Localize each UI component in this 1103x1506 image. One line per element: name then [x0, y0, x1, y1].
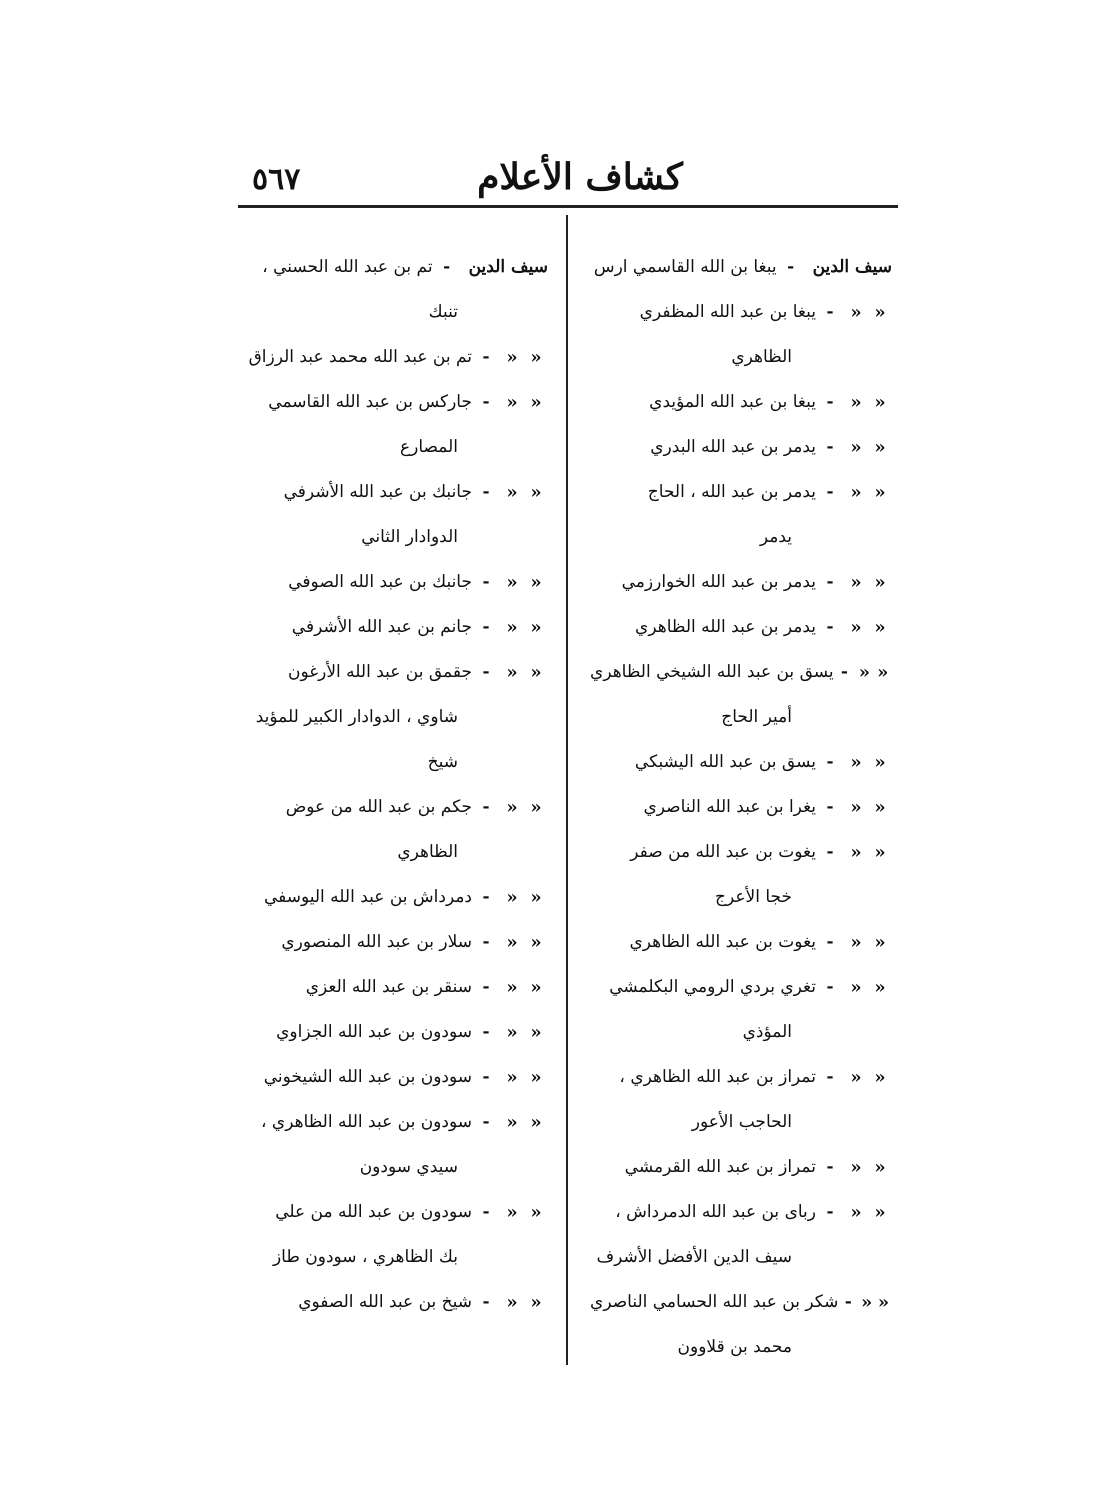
entry-dash: -	[482, 1112, 490, 1132]
index-entry	[240, 335, 548, 380]
index-entry	[590, 605, 892, 650]
entry-line	[590, 1280, 892, 1325]
entry-dash: -	[826, 1202, 834, 1222]
ditto-mark: «	[850, 932, 862, 953]
entry-line	[590, 965, 892, 1010]
index-entry	[590, 920, 892, 965]
ditto-mark: «	[874, 572, 886, 593]
ditto-mark: «	[850, 617, 862, 638]
ditto-mark: «	[860, 1292, 873, 1313]
ditto-mark: «	[530, 1022, 542, 1043]
entry-name: تم بن عبد الله محمد عبد الرزاق	[248, 347, 472, 367]
ditto-mark: «	[874, 797, 886, 818]
entry-continuation	[240, 695, 548, 740]
ditto-mark: «	[850, 482, 862, 503]
entry-line	[240, 1280, 548, 1325]
entry-name: دمرداش بن عبد الله اليوسفي	[263, 887, 472, 907]
entry-name: يدمر بن عبد الله ، الحاج	[647, 482, 816, 502]
ditto-mark: «	[530, 617, 542, 638]
ditto-mark: «	[874, 302, 886, 323]
index-entry	[240, 1280, 548, 1325]
page-title: كشاف الأعلام	[477, 156, 683, 198]
ditto-mark: «	[506, 932, 518, 953]
entry-dash: -	[482, 392, 490, 412]
ditto-mark: «	[506, 887, 518, 908]
index-entry	[590, 965, 892, 1055]
ditto-mark: «	[530, 1202, 542, 1223]
index-entry	[590, 1280, 892, 1370]
ditto-mark: «	[850, 572, 862, 593]
entry-line	[240, 920, 548, 965]
entry-name: سيف الدين الأفضل الأشرف	[596, 1247, 792, 1267]
entry-continuation	[590, 335, 892, 380]
ditto-mark: «	[530, 887, 542, 908]
index-entry	[590, 290, 892, 380]
entry-dash: -	[482, 617, 490, 637]
entry-name: سودون بن عبد الله الجزاوي	[276, 1022, 472, 1042]
entry-name: يدمر بن عبد الله الخوارزمي	[621, 572, 816, 592]
index-entry	[590, 650, 892, 740]
entry-name: يغوت بن عبد الله الظاهري	[629, 932, 816, 952]
ditto-mark: «	[850, 437, 862, 458]
ditto-mark: «	[850, 797, 862, 818]
entry-continuation	[240, 515, 548, 560]
ditto-mark: «	[850, 392, 862, 413]
ditto-mark: «	[877, 1292, 890, 1313]
entry-line	[590, 1145, 892, 1190]
entry-dash: -	[826, 482, 834, 502]
entry-dash: -	[482, 482, 490, 502]
ditto-mark: «	[530, 932, 542, 953]
index-entry	[590, 1190, 892, 1280]
entry-line	[590, 290, 892, 335]
entry-name: يغوت بن عبد الله من صفر	[630, 842, 816, 862]
ditto-mark: «	[874, 617, 886, 638]
entry-continuation	[590, 1100, 892, 1145]
entry-name: يغرا بن عبد الله الناصري	[643, 797, 816, 817]
entry-continuation	[240, 1235, 548, 1280]
entry-dash: -	[840, 662, 848, 682]
index-entry	[590, 425, 892, 470]
entry-name: شاوي ، الدوادار الكبير للمؤيد	[255, 707, 458, 727]
index-entry	[240, 560, 548, 605]
entry-name: جكم بن عبد الله من عوض	[285, 797, 472, 817]
entry-name: الحاجب الأعور	[691, 1112, 792, 1132]
entry-dash: -	[482, 797, 490, 817]
entry-dash: -	[826, 797, 834, 817]
ditto-mark: «	[874, 977, 886, 998]
entry-name: بك الظاهري ، سودون طاز	[272, 1247, 458, 1267]
entry-line	[590, 425, 892, 470]
entry-dash: -	[482, 572, 490, 592]
entry-dash: -	[826, 617, 834, 637]
entry-line	[590, 560, 892, 605]
entry-name: شيخ بن عبد الله الصفوي	[298, 1292, 472, 1312]
index-entry	[240, 1100, 548, 1190]
ditto-mark: «	[850, 1067, 862, 1088]
entry-name: سودون بن عبد الله الشيخوني	[263, 1067, 472, 1087]
entry-line	[240, 875, 548, 920]
header-rule	[238, 205, 898, 208]
entry-name: خجا الأعرج	[715, 887, 792, 907]
entry-line	[240, 380, 548, 425]
ditto-mark: «	[506, 1292, 518, 1313]
entry-name: يبغا بن الله القاسمي ارس	[593, 257, 777, 277]
ditto-mark: «	[874, 1067, 886, 1088]
entry-name: يدمر بن عبد الله الظاهري	[635, 617, 816, 637]
index-entry	[240, 650, 548, 785]
ditto-mark: «	[506, 617, 518, 638]
column-divider	[566, 215, 568, 1365]
entry-dash: -	[826, 1157, 834, 1177]
entry-dash: -	[482, 1067, 490, 1087]
entry-dash: -	[482, 977, 490, 997]
index-entry	[590, 245, 892, 290]
index-entry	[240, 1010, 548, 1055]
page-number: ٥٦٧	[252, 162, 301, 197]
entry-continuation	[240, 425, 548, 470]
ditto-mark: «	[506, 662, 518, 683]
ditto-mark: «	[874, 1157, 886, 1178]
entry-name: يسق بن عبد الله الشيخي الظاهري	[590, 662, 834, 682]
ditto-mark: «	[506, 1022, 518, 1043]
ditto-mark: «	[506, 482, 518, 503]
ditto-mark: «	[858, 662, 870, 683]
entry-dash: -	[826, 752, 834, 772]
entry-line	[590, 740, 892, 785]
entry-name: سنقر بن عبد الله العزي	[305, 977, 472, 997]
entry-dash: -	[482, 1202, 490, 1222]
entry-line	[590, 245, 892, 290]
entry-name: جقمق بن عبد الله الأرغون	[287, 662, 472, 682]
ditto-mark: «	[506, 347, 518, 368]
entry-name: أمير الحاج	[721, 707, 792, 727]
ditto-mark: «	[506, 392, 518, 413]
ditto-mark: «	[850, 302, 862, 323]
index-entry	[240, 920, 548, 965]
entry-dash: -	[844, 1292, 852, 1312]
ditto-mark: «	[530, 347, 542, 368]
entry-dash: -	[482, 662, 490, 682]
entry-line	[240, 605, 548, 650]
index-entry	[240, 605, 548, 650]
entry-name: سيدي سودون	[359, 1157, 458, 1177]
index-column-left	[240, 245, 548, 1325]
entry-line	[240, 1055, 548, 1100]
entry-dash: -	[482, 1292, 490, 1312]
entry-line	[590, 380, 892, 425]
entry-line	[590, 1055, 892, 1100]
index-entry	[590, 470, 892, 560]
entry-name: الظاهري	[397, 842, 458, 862]
entry-dash: -	[826, 977, 834, 997]
index-entry	[240, 1190, 548, 1280]
ditto-mark: «	[877, 662, 889, 683]
index-entry	[240, 875, 548, 920]
entry-continuation	[240, 1145, 548, 1190]
entry-dash: -	[482, 932, 490, 952]
ditto-mark: «	[850, 842, 862, 863]
entry-name: يبغا بن عبد الله المؤيدي	[649, 392, 816, 412]
entry-name: الظاهري	[731, 347, 792, 367]
entry-name: يسق بن عبد الله اليشبكي	[634, 752, 816, 772]
entry-name: ربای بن عبد الله الدمرداش ،	[615, 1202, 816, 1222]
index-column-right	[590, 245, 892, 1370]
entry-line	[240, 245, 548, 290]
entry-dash: -	[826, 392, 834, 412]
entry-name: المصارع	[399, 437, 458, 457]
entry-line	[240, 650, 548, 695]
ditto-mark: «	[530, 1067, 542, 1088]
index-entry	[240, 785, 548, 875]
entry-name: المؤذي	[742, 1022, 792, 1042]
entry-dash: -	[826, 572, 834, 592]
entry-dash: -	[482, 1022, 490, 1042]
entry-name: محمد بن قلاوون	[677, 1337, 792, 1357]
entry-name: يدمر بن عبد الله البدري	[650, 437, 816, 457]
ditto-mark: «	[530, 977, 542, 998]
entry-line	[590, 785, 892, 830]
ditto-mark: «	[506, 1202, 518, 1223]
entry-line	[240, 1100, 548, 1145]
index-entry	[590, 560, 892, 605]
index-entry	[240, 245, 548, 335]
entry-name: سودون بن عبد الله الظاهري ،	[261, 1112, 472, 1132]
entry-dash: -	[826, 842, 834, 862]
ditto-mark: «	[850, 1157, 862, 1178]
entry-line	[590, 650, 892, 695]
entry-continuation	[590, 1010, 892, 1055]
entry-line	[240, 965, 548, 1010]
ditto-mark: «	[530, 572, 542, 593]
index-entry	[590, 830, 892, 920]
ditto-mark: «	[874, 752, 886, 773]
entry-name: سودون بن عبد الله من علي	[275, 1202, 472, 1222]
ditto-mark: «	[506, 1067, 518, 1088]
entry-dash: -	[826, 932, 834, 952]
entry-line	[240, 470, 548, 515]
entry-line	[240, 335, 548, 380]
entry-dash: -	[826, 1067, 834, 1087]
entry-name: تم بن عبد الله الحسني ،	[262, 257, 433, 277]
index-entry	[240, 1055, 548, 1100]
entry-continuation	[590, 515, 892, 560]
entry-line	[590, 920, 892, 965]
entry-continuation	[240, 830, 548, 875]
entry-line	[240, 560, 548, 605]
ditto-mark: «	[874, 842, 886, 863]
entry-line	[590, 1190, 892, 1235]
entry-name: يبغا بن عبد الله المظفري	[639, 302, 816, 322]
entry-name: يدمر	[759, 527, 792, 547]
entry-name: شكر بن عبد الله الحسامي الناصري	[590, 1292, 839, 1312]
entry-dash: -	[482, 887, 490, 907]
ditto-mark: «	[850, 752, 862, 773]
entry-name: جانبك بن عبد الله الصوفي	[288, 572, 472, 592]
entry-name: جانبك بن عبد الله الأشرفي	[283, 482, 472, 502]
index-entry	[240, 380, 548, 470]
index-entry	[590, 1145, 892, 1190]
entry-line	[240, 785, 548, 830]
entry-dash: -	[443, 257, 451, 277]
entry-dash: -	[826, 437, 834, 457]
entry-continuation	[590, 1325, 892, 1370]
index-entry	[240, 965, 548, 1010]
ditto-mark: «	[506, 797, 518, 818]
ditto-mark: «	[530, 662, 542, 683]
index-entry	[590, 380, 892, 425]
entry-name: شيخ	[427, 752, 458, 772]
entry-continuation	[590, 695, 892, 740]
ditto-mark: «	[530, 797, 542, 818]
entry-continuation	[240, 740, 548, 785]
index-entry	[590, 1055, 892, 1145]
entry-name: تمراز بن عبد الله الظاهري ،	[619, 1067, 816, 1087]
entry-dash: -	[482, 347, 490, 367]
entry-continuation	[240, 290, 548, 335]
entry-name: جانم بن عبد الله الأشرفي	[291, 617, 472, 637]
entry-line	[590, 605, 892, 650]
index-entry	[590, 740, 892, 785]
ditto-mark: «	[530, 1112, 542, 1133]
entry-line	[590, 830, 892, 875]
ditto-mark: «	[874, 392, 886, 413]
ditto-mark: «	[506, 977, 518, 998]
entry-continuation	[590, 1235, 892, 1280]
ditto-mark: «	[850, 977, 862, 998]
index-entry	[590, 785, 892, 830]
ditto-mark: «	[874, 437, 886, 458]
ditto-mark: «	[530, 1292, 542, 1313]
entry-dash: -	[787, 257, 795, 277]
entry-line	[240, 1190, 548, 1235]
ditto-mark: «	[874, 482, 886, 503]
ditto-mark: «	[874, 1202, 886, 1223]
ditto-mark: «	[530, 482, 542, 503]
entry-continuation	[590, 875, 892, 920]
entry-dash: -	[826, 302, 834, 322]
ditto-mark: «	[506, 572, 518, 593]
ditto-mark: «	[506, 1112, 518, 1133]
entry-line	[240, 1010, 548, 1055]
index-entry	[240, 470, 548, 560]
entry-name: الدوادار الثاني	[361, 527, 458, 547]
ditto-mark: «	[850, 1202, 862, 1223]
entry-prefix: سيف الدين	[468, 257, 548, 277]
entry-name: تمراز بن عبد الله القرمشي	[624, 1157, 816, 1177]
ditto-mark: «	[874, 932, 886, 953]
entry-prefix: سيف الدين	[812, 257, 892, 277]
ditto-mark: «	[530, 392, 542, 413]
entry-name: سلار بن عبد الله المنصوري	[281, 932, 472, 952]
entry-name: تنبك	[428, 302, 458, 322]
entry-line	[590, 470, 892, 515]
entry-name: جاركس بن عبد الله القاسمي	[268, 392, 472, 412]
entry-name: تغري بردي الرومي البكلمشي	[609, 977, 816, 997]
